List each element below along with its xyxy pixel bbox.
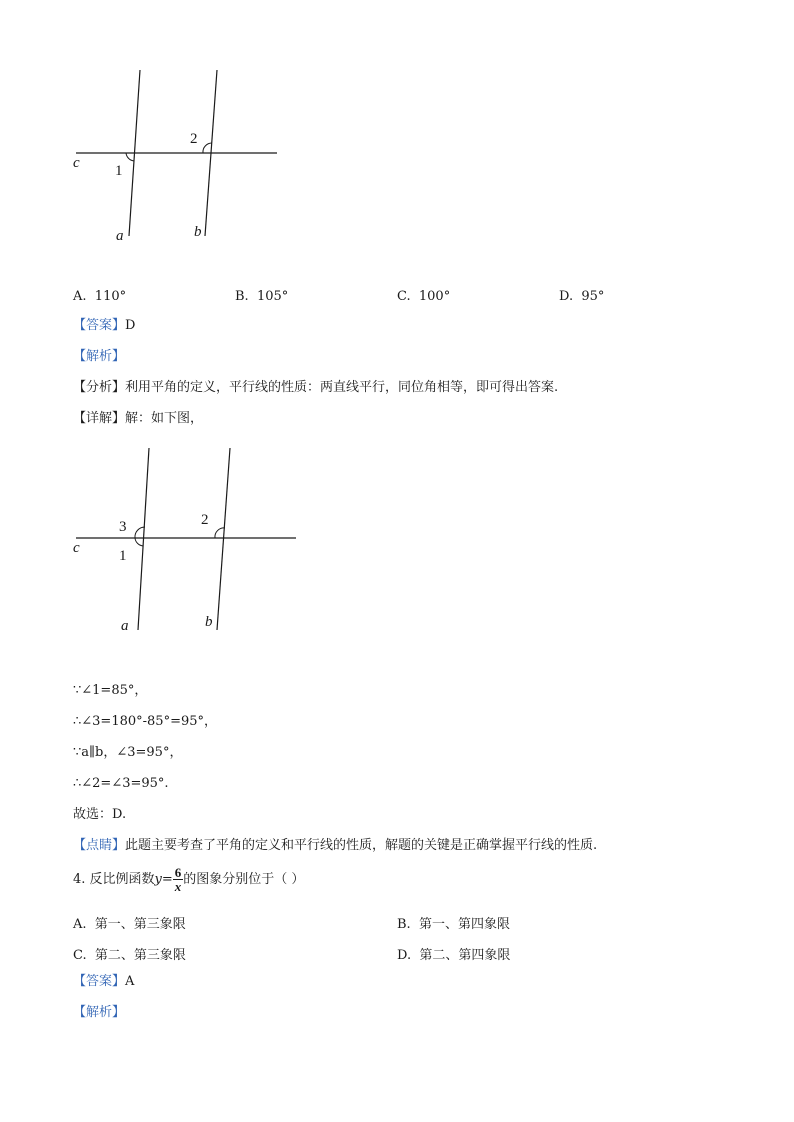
option-text: 第二、第三象限 [94,948,186,963]
q4-option-b[interactable] [397,913,510,932]
label-angle-1: 1 [119,548,127,564]
option-letter: A. [73,289,87,304]
q3-analysis-heading [73,350,125,363]
label-angle-1: 1 [115,163,123,179]
q3-option-d[interactable] [559,289,604,304]
q3-dianjing [73,839,597,852]
angle-1-arc [135,538,143,546]
answer-value: A [125,974,135,989]
xiangjie-text: 解：如下图， [125,411,204,426]
figure-parallel-lines-1 [60,60,300,260]
fraction-numerator: 6 [174,865,182,880]
option-value: 105° [256,289,289,304]
option-letter: D. [559,289,574,304]
q3-step-1: ∵∠1=85°， [73,683,148,698]
q4-option-d[interactable] [397,944,510,963]
option-value: 110° [94,289,127,304]
label-c: c [73,540,80,556]
angle-1-arc [126,153,134,161]
figure-parallel-lines-2 [60,440,310,650]
option-text: 第一、第四象限 [418,917,510,932]
label-b: b [194,224,202,240]
option-value: 100° [418,289,451,304]
answer-tag: 【答案】 [73,318,126,333]
q3-step-5: 故选：D. [73,807,127,822]
option-letter: B. [235,289,249,304]
label-c: c [73,155,80,171]
option-letter: C. [73,948,87,963]
q3-answer [73,319,135,332]
q4-suffix: 的图象分别位于（ ） [183,872,305,887]
analysis-tag: 【解析】 [73,349,126,364]
q4-option-c[interactable] [73,944,186,963]
q4-answer [73,975,134,988]
label-angle-3: 3 [119,519,127,535]
answer-value: D [125,318,136,333]
option-letter: A. [73,917,87,932]
q3-option-c[interactable] [397,289,450,304]
q3-step-4: ∴∠2=∠3=95°. [73,776,169,791]
option-letter: C. [397,289,411,304]
fenxi-tag: 【分析】 [73,380,126,395]
dianjing-text: 此题主要考查了平角的定义和平行线的性质，解题的关键是正确掌握平行线的性质. [125,838,598,853]
q4-analysis-heading [73,1006,125,1019]
line-a [138,448,149,630]
dianjing-tag: 【点睛】 [73,838,126,853]
fraction-denominator: x [174,879,182,894]
q4-stem [73,862,304,898]
q3-option-a[interactable] [73,289,126,304]
answer-tag: 【答案】 [73,974,126,989]
q4-y-eq: y= [154,872,173,887]
label-angle-2: 2 [190,131,198,147]
q3-xiangjie [73,412,203,425]
q3-step-3: ∵a∥b，∠3=95°， [73,745,183,760]
analysis-tag: 【解析】 [73,1005,126,1020]
q4-fraction [173,866,184,893]
option-text: 第一、第三象限 [94,917,186,932]
q3-fenxi [73,381,558,394]
q4-prefix: 4. 反比例函数 [73,872,155,887]
option-letter: D. [397,948,412,963]
line-b [217,448,230,630]
label-a: a [116,228,124,244]
label-angle-2: 2 [201,512,209,528]
option-text: 第二、第四象限 [419,948,511,963]
label-b: b [205,614,213,630]
option-value: 95° [581,289,605,304]
fenxi-text: 利用平角的定义，平行线的性质：两直线平行，同位角相等，即可得出答案. [125,380,559,395]
q4-option-a[interactable] [73,913,186,932]
q3-step-2: ∴∠3=180°-85°=95°， [73,714,218,729]
label-a: a [121,618,129,634]
option-letter: B. [397,917,411,932]
xiangjie-tag: 【详解】 [73,411,126,426]
q3-option-b[interactable] [235,289,288,304]
